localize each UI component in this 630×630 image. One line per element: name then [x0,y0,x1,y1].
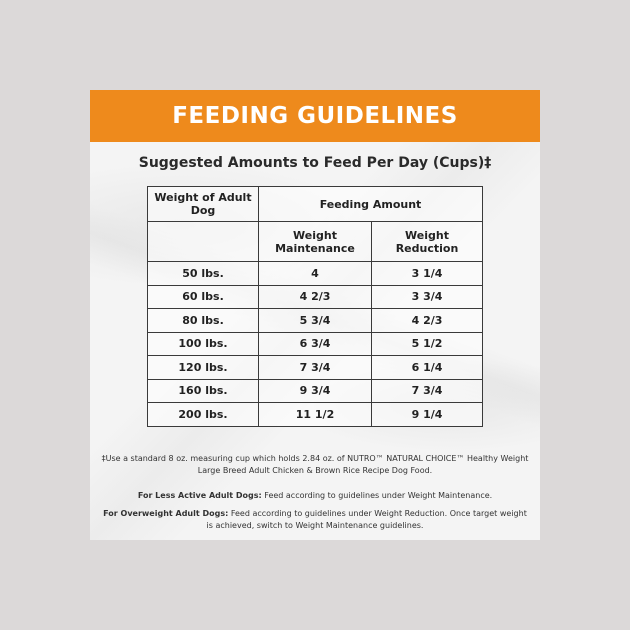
overweight-text: Feed according to guidelines under Weight Reduction. Once target weight is achieved, switch to Weight Maintenance guidelines. [206,509,527,530]
maintenance-cell: 11 1/2 [259,403,372,427]
weight-header: Weight of Adult Dog [148,187,259,222]
less-active-label: For Less Active Adult Dogs: [137,491,262,500]
reduction-header: Weight Reduction [372,222,483,262]
table-row [148,379,483,403]
maintenance-cell: 4 2/3 [259,285,372,309]
banner-title: FEEDING GUIDELINES [172,103,458,129]
feeding-table [147,186,483,427]
reduction-cell: 6 1/4 [372,356,483,380]
reduction-cell: 7 3/4 [372,379,483,403]
table-row [148,309,483,333]
weight-cell: 60 lbs. [148,285,259,309]
overweight-note [100,508,530,532]
table-subtitle: Suggested Amounts to Feed Per Day (Cups)‡ [138,155,492,171]
reduction-cell: 3 1/4 [372,262,483,286]
reduction-cell: 9 1/4 [372,403,483,427]
weight-header-empty-cell [148,222,259,262]
maintenance-header: Weight Maintenance [259,222,372,262]
weight-cell: 80 lbs. [148,309,259,333]
table-row [148,403,483,427]
table-row [148,332,483,356]
weight-cell: 120 lbs. [148,356,259,380]
feeding-guidelines-card [90,90,540,540]
overweight-label: For Overweight Adult Dogs: [103,509,229,518]
weight-cell: 200 lbs. [148,403,259,427]
reduction-cell: 5 1/2 [372,332,483,356]
maintenance-cell: 6 3/4 [259,332,372,356]
reduction-cell: 3 3/4 [372,285,483,309]
weight-cell: 160 lbs. [148,379,259,403]
table-row [148,262,483,286]
feeding-amount-header: Feeding Amount [259,187,483,222]
less-active-note [100,490,530,502]
table-row [148,285,483,309]
title-banner [90,90,540,142]
maintenance-cell: 4 [259,262,372,286]
maintenance-cell: 9 3/4 [259,379,372,403]
weight-cell: 100 lbs. [148,332,259,356]
maintenance-cell: 7 3/4 [259,356,372,380]
less-active-text: Feed according to guidelines under Weight Maintenance. [261,491,493,500]
table-row [148,356,483,380]
weight-cell: 50 lbs. [148,262,259,286]
maintenance-cell: 5 3/4 [259,309,372,333]
reduction-cell: 4 2/3 [372,309,483,333]
measuring-footnote: ‡Use a standard 8 oz. measuring cup which holds 2.84 oz. of NUTRO™ NATURAL CHOICE™ Healthy Weight Large Breed Adult Chicken & Brown Rice Recipe Dog Food. [101,454,529,475]
